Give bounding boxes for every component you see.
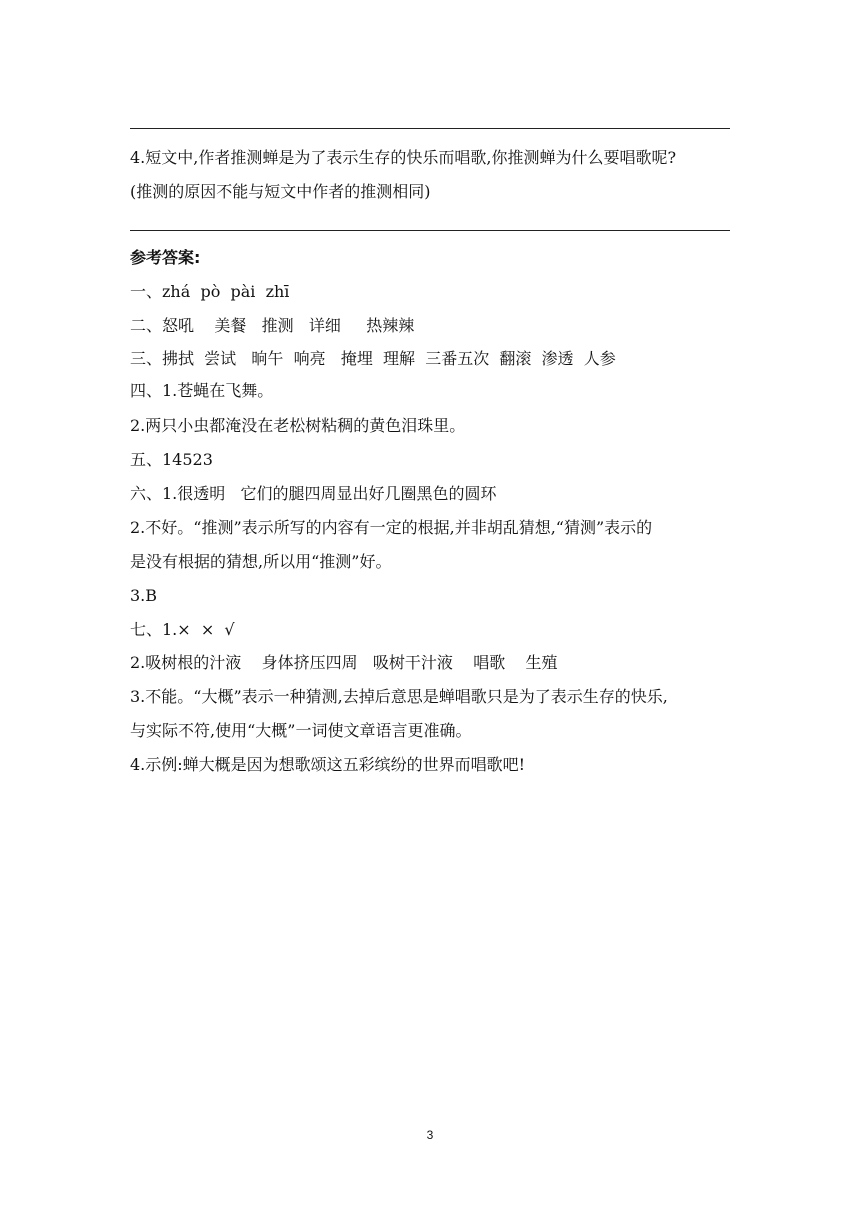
answer-line: 五、14523 <box>130 450 213 469</box>
answers-heading: 参考答案: <box>130 248 201 267</box>
answer-line: 3.不能。“大概”表示一种猜测,去掉后意思是蝉唱歌只是为了表示生存的快乐, <box>130 687 668 706</box>
answer-line: 六、1.很透明 它们的腿四周显出好几圈黑色的圆环 <box>130 484 497 503</box>
answer-line: 3.B <box>130 586 158 605</box>
answer-line: 四、1.苍蝇在飞舞。 <box>130 381 274 400</box>
answer-line: 二、怒吼 美餐 推测 详细 热辣辣 <box>130 316 415 335</box>
question-4-line-1: 4.短文中,作者推测蝉是为了表示生存的快乐而唱歌,你推测蝉为什么要唱歌呢? <box>130 148 677 167</box>
answer-line: 4.示例:蝉大概是因为想歌颂这五彩缤纷的世界而唱歌吧! <box>130 755 526 774</box>
top-rule <box>130 128 730 129</box>
answer-line: 2.不好。“推测”表示所写的内容有一定的根据,并非胡乱猜想,“猜测”表示的 <box>130 518 653 537</box>
answer-rule <box>130 230 730 231</box>
answer-line: 一、zhá pò pài zhī <box>130 282 290 301</box>
answer-line: 2.吸树根的汁液 身体挤压四周 吸树干汁液 唱歌 生殖 <box>130 653 558 672</box>
answer-line: 与实际不符,使用“大概”一词使文章语言更准确。 <box>130 721 472 740</box>
answer-line: 2.两只小虫都淹没在老松树粘稠的黄色泪珠里。 <box>130 416 466 435</box>
page-number: 3 <box>426 1128 434 1142</box>
answer-line: 是没有根据的猜想,所以用“推测”好。 <box>130 552 392 571</box>
answer-line: 七、1.× × √ <box>130 620 235 639</box>
answer-line: 三、拂拭 尝试 晌午 响亮 掩埋 理解 三番五次 翻滚 渗透 人参 <box>130 349 616 368</box>
question-4-line-2: (推测的原因不能与短文中作者的推测相同) <box>130 182 431 201</box>
